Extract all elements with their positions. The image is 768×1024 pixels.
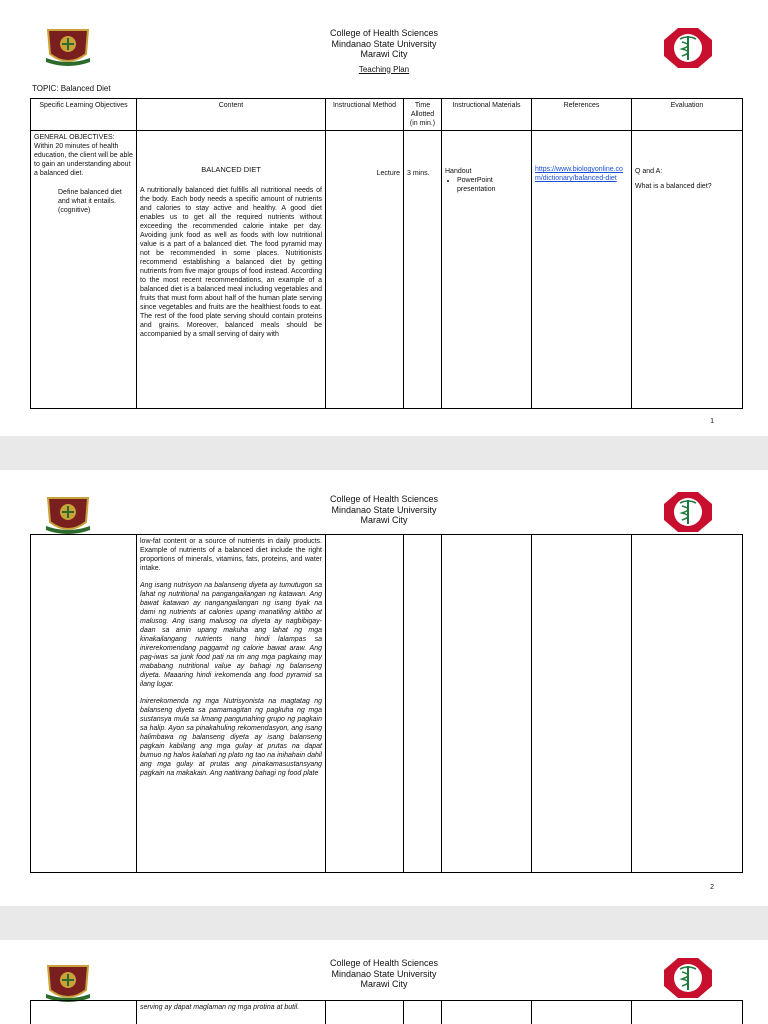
material-powerpoint: • PowerPoint presentation [457, 176, 528, 194]
col-references: References [532, 99, 632, 131]
time-cell [404, 131, 442, 409]
topic-label: TOPIC: Balanced Diet [32, 84, 111, 93]
header-university: Mindanao State University [331, 38, 437, 49]
general-objectives: GENERAL OBJECTIVES: Within 20 minutes of health education, the client will be able to gain an understanding about a balanced diet. [34, 134, 133, 177]
materials-cell [442, 1001, 532, 1024]
teaching-plan-table [30, 98, 743, 409]
page-1 [0, 0, 768, 436]
header-college: College of Health Sciences [329, 958, 439, 968]
references-cell [532, 131, 632, 409]
evaluation-cell [632, 535, 743, 873]
header-university: Mindanao State University [331, 968, 437, 979]
materials-cell [442, 131, 532, 409]
content-heading: BALANCED DIET [201, 165, 261, 174]
objectives-cell [31, 131, 137, 409]
page-number: 2 [710, 884, 714, 891]
col-method: Instructional Method [326, 99, 404, 131]
content-paragraph-english-cont: low-fat content or a source of nutrients in daily products. Example of nutrients of a balanced diet include the right proportions of minerals, vitamins, fats, proteins, and water intake. [140, 538, 322, 572]
material-handout: Handout [445, 168, 472, 175]
evaluation-cell [632, 1001, 743, 1024]
header-college: College of Health Sciences [329, 28, 439, 38]
content-cell [137, 131, 326, 409]
materials-cell [442, 535, 532, 873]
specific-objective: Define balanced diet and what it entails. (cognitive) [58, 189, 122, 214]
col-time: Time Allotted (in min.) [404, 99, 442, 131]
col-materials: Instructional Materials [442, 99, 532, 131]
evaluation-label: Q and A: [635, 168, 663, 175]
health-caduceus-icon [662, 26, 714, 70]
teaching-plan-table-continued [30, 534, 743, 873]
header-college: College of Health Sciences [329, 494, 439, 504]
page-2 [0, 470, 768, 906]
content-paragraph-filipino-2: Inirerekomenda ng mga Nutrisyonista na magtatag ng balanseng diyeta sa pamamagitan ng pagkuha ng mga sustansya mula sa limang pangunahing grupo ng pagkain sa halip. Ayon sa pinakahuling rekomendasyon, ang isang halimbawa ng balanseng diyeta ay isang balanseng pagkain kabilang ang mga gulay at prutas na dapat bumuo ng halos kalahati ng plato ng tao na inihahain dahil ang mga gulay at prutas ang pinakamasustansyang pagkain na makakain. Ang natitirang bahagi ng food plate [140, 698, 322, 777]
evaluation-question: What is a balanced diet? [635, 183, 712, 190]
content-paragraph-english: A nutritionally balanced diet fulfills all nutritional needs of the body. Each body needs a specific amount of nutrients and calories to stay active and healthy. A good diet enables us to get all the required nutrients without exceeding the recommended calorie intake per day. Avoiding junk food as well as foods with low nutritional value is a part of a balanced diet. The food pyramid may not be recommended in some places. Nutritionists recommend establishing a balanced diet by getting nutrients from five major groups of food instead. According to the most recent recommendations, an example of a balanced diet is a balanced meal including vegetables and fruits that must form about half of the human plate serving since vegetables and fruits are the healthiest foods to eat. The rest of the food plate serving should contain proteins and grains. Moreover, balanced meals should be accompanied by a small serving of dairy with [140, 187, 322, 338]
content-cell [137, 535, 326, 873]
page-3 [0, 940, 768, 1024]
health-caduceus-icon [662, 956, 714, 1000]
header-city: Marawi City [360, 49, 408, 59]
header-city: Marawi City [360, 515, 408, 525]
method-cell [326, 131, 404, 409]
evaluation-cell [632, 131, 743, 409]
objectives-cell [31, 1001, 137, 1024]
method-cell [326, 1001, 404, 1024]
col-content: Content [137, 99, 326, 131]
content-cell [137, 1001, 326, 1024]
time-value: 3 mins. [407, 170, 430, 177]
document-header [0, 28, 768, 75]
content-paragraph-filipino-1: Ang isang nutrisyon na balanseng diyeta ay tumutugon sa lahat ng nutritional na pangangailangan ng katawan. Ang bawat katawan ay nangangailangan ng isang tiyak na dami ng nutrients at calories upang manatiling aktibo at malusog. Ang isang malusog na diyeta ay nagbibigay-daan sa amin upang makuha ang lahat ng mga kinakailangang nutrients nang hindi lalampas sa inirerekomendang paggamit ng calorie bawat araw. Ang pag-iwas sa junk food pati na rin ang mga pagkaing may mababang nutritional value ay bahagi ng balanseng diyeta. Maaaring hindi irekomenda ang food pyramid sa ilang lugar. [140, 582, 322, 688]
references-cell [532, 535, 632, 873]
document-header [0, 958, 768, 990]
method-value: Lecture [376, 170, 400, 177]
page-number: 1 [710, 418, 714, 425]
time-cell [404, 1001, 442, 1024]
objectives-cell [31, 535, 137, 873]
teaching-plan-table-continued-2 [30, 1000, 743, 1024]
document-header [0, 494, 768, 526]
header-city: Marawi City [360, 979, 408, 989]
col-evaluation: Evaluation [632, 99, 743, 131]
col-objectives: Specific Learning Objectives [31, 99, 137, 131]
reference-link[interactable]: https://www.biologyonline.com/dictionary/balanced-diet [535, 166, 623, 182]
health-caduceus-icon [662, 490, 714, 534]
time-cell [404, 535, 442, 873]
content-paragraph-filipino-2-cont: serving ay dapat maglaman ng mga protina at butil. [140, 1004, 300, 1011]
teaching-plan-title: Teaching Plan [358, 64, 410, 74]
header-university: Mindanao State University [331, 504, 437, 515]
method-cell [326, 535, 404, 873]
references-cell [532, 1001, 632, 1024]
